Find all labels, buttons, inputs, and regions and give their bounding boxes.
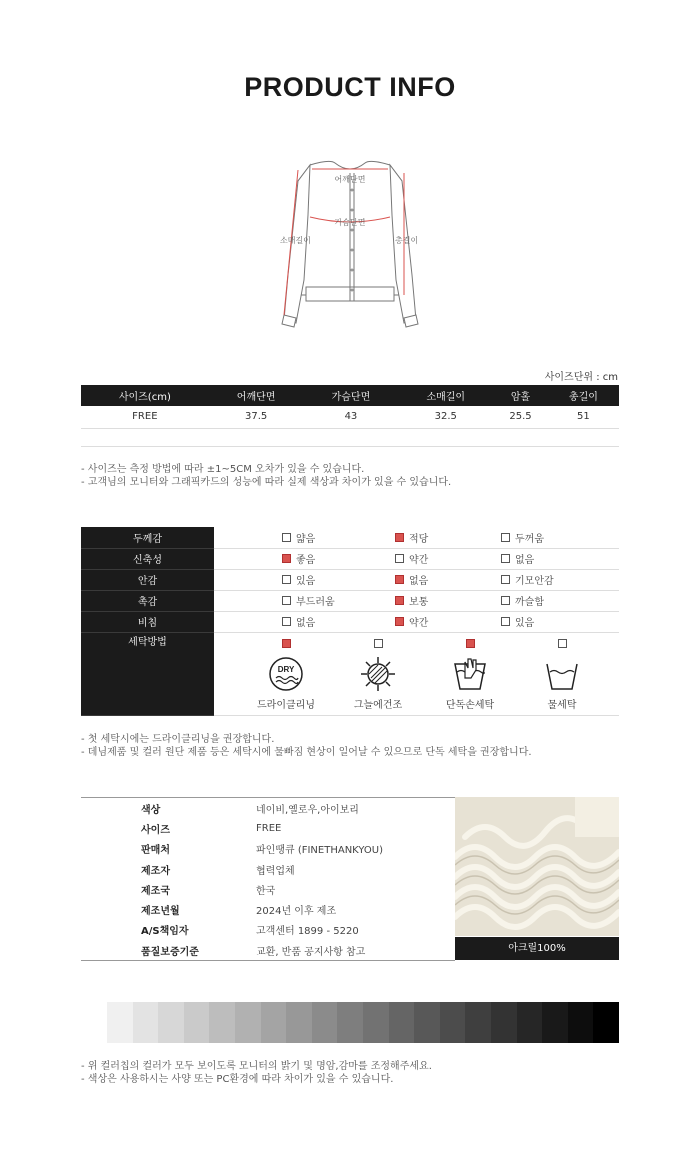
wash-shade-dry bbox=[332, 633, 424, 711]
spec-value: 2024년 이후 제조 bbox=[256, 906, 337, 918]
wash-item-label: 그늘에건조 bbox=[353, 699, 403, 711]
feature-option bbox=[214, 527, 342, 548]
feature-option bbox=[214, 590, 342, 611]
checkbox bbox=[282, 617, 291, 626]
spec-key: 제조자 bbox=[141, 865, 170, 877]
feature-option bbox=[214, 569, 342, 590]
gray-chip bbox=[414, 1002, 440, 1043]
chest-label: 가슴단면 bbox=[334, 218, 366, 227]
wash-label: 세탁방법 bbox=[81, 632, 214, 715]
header-size: 사이즈(cm) bbox=[81, 385, 209, 406]
feature-option bbox=[342, 569, 459, 590]
spec-row bbox=[81, 798, 455, 818]
feature-option bbox=[342, 590, 459, 611]
spec-key: A/S책임자 bbox=[141, 926, 189, 938]
option bbox=[501, 614, 534, 629]
option bbox=[282, 593, 335, 608]
wash-hand-wash bbox=[424, 633, 516, 711]
size-note: - 고객님의 모니터와 그래픽카드의 성능에 따라 실제 색상과 차이가 있을 수 있습니다. bbox=[81, 477, 452, 488]
header-shoulder: 어깨단면 bbox=[209, 385, 304, 406]
dry-text: DRY bbox=[277, 664, 295, 674]
sleeve-label: 소매길이 bbox=[280, 236, 311, 245]
shade-dry-icon bbox=[360, 656, 396, 692]
option-label: 없음 bbox=[296, 618, 316, 629]
gray-chip bbox=[133, 1002, 159, 1043]
spec-value: 네이비,옐로우,아이보리 bbox=[256, 804, 359, 816]
option bbox=[501, 551, 534, 566]
feature-label: 신축성 bbox=[81, 548, 214, 569]
size-unit: 사이즈단위 : cm bbox=[544, 372, 618, 383]
option-label: 없음 bbox=[409, 576, 429, 587]
size-table bbox=[81, 385, 619, 429]
cell-sleeve: 32.5 bbox=[398, 406, 493, 428]
spec-value: 한국 bbox=[256, 885, 276, 897]
wash-note: - 첫 세탁시에는 드라이클리닝을 권장합니다. bbox=[81, 734, 275, 745]
wash-notes bbox=[81, 733, 532, 759]
feature-option bbox=[342, 548, 459, 569]
spec-row bbox=[81, 899, 455, 919]
checkbox bbox=[374, 639, 383, 648]
option bbox=[282, 572, 315, 587]
gray-chip bbox=[312, 1002, 338, 1043]
checkbox bbox=[282, 533, 291, 542]
option bbox=[501, 530, 544, 545]
checkbox bbox=[466, 639, 475, 648]
option bbox=[501, 593, 544, 608]
spec-row bbox=[81, 839, 455, 859]
size-table-empty-row bbox=[81, 427, 619, 447]
checkbox bbox=[558, 639, 567, 648]
size-notes bbox=[81, 463, 451, 489]
spec-key: 품질보증기준 bbox=[141, 946, 199, 958]
gray-chip bbox=[389, 1002, 415, 1043]
checkbox bbox=[282, 554, 291, 563]
feature-option bbox=[459, 569, 619, 590]
gray-chip bbox=[465, 1002, 491, 1043]
checkbox bbox=[395, 533, 404, 542]
size-table-header bbox=[81, 385, 619, 406]
option bbox=[282, 614, 315, 629]
feature-option bbox=[214, 611, 342, 632]
gray-chip bbox=[107, 1002, 133, 1043]
option-label: 두꺼움 bbox=[515, 533, 544, 545]
option-label: 약간 bbox=[409, 618, 429, 629]
feature-option bbox=[459, 611, 619, 632]
gray-chip bbox=[261, 1002, 287, 1043]
feature-option bbox=[459, 527, 619, 548]
spec-value: FREE bbox=[256, 822, 282, 834]
gray-scale-chart bbox=[107, 1002, 619, 1043]
wash-options bbox=[214, 632, 619, 715]
length-label: 총길이 bbox=[395, 236, 419, 245]
color-note: - 색상은 사용하시는 사양 또는 PC환경에 따라 차이가 있을 수 있습니다. bbox=[81, 1074, 394, 1085]
product-spec bbox=[81, 797, 455, 961]
cell-armhole: 25.5 bbox=[493, 406, 548, 428]
feature-row bbox=[81, 590, 619, 611]
spec-value: 고객센터 1899 - 5220 bbox=[256, 926, 359, 938]
wash-water bbox=[516, 633, 608, 711]
gray-chip bbox=[517, 1002, 543, 1043]
checkbox bbox=[501, 533, 510, 542]
wash-dry-clean bbox=[240, 633, 332, 711]
fabric-photo bbox=[455, 797, 619, 936]
feature-label: 두께감 bbox=[81, 527, 214, 548]
gray-chip bbox=[209, 1002, 235, 1043]
feature-label: 비침 bbox=[81, 611, 214, 632]
feature-row bbox=[81, 548, 619, 569]
option-label: 있음 bbox=[296, 576, 316, 587]
option-label: 없음 bbox=[515, 555, 535, 566]
feature-label: 안감 bbox=[81, 569, 214, 590]
feature-table bbox=[81, 527, 619, 716]
spec-value: 교환, 반품 공지사항 참고 bbox=[256, 946, 366, 958]
header-sleeve: 소매길이 bbox=[398, 385, 493, 406]
cardigan-diagram bbox=[270, 155, 430, 340]
spec-key: 사이즈 bbox=[141, 824, 170, 836]
option-label: 보통 bbox=[409, 597, 429, 608]
checkbox bbox=[282, 596, 291, 605]
spec-value: 협력업체 bbox=[256, 865, 295, 877]
checkbox bbox=[501, 617, 510, 626]
cell-chest: 43 bbox=[304, 406, 399, 428]
checkbox bbox=[395, 617, 404, 626]
feature-option bbox=[342, 527, 459, 548]
gray-chip bbox=[593, 1002, 619, 1043]
option bbox=[395, 530, 428, 545]
spec-key: 제조년월 bbox=[141, 906, 180, 918]
page-title: PRODUCT INFO bbox=[244, 72, 456, 102]
feature-option bbox=[459, 590, 619, 611]
option-label: 좋음 bbox=[296, 555, 316, 566]
shoulder-label: 어깨단면 bbox=[334, 175, 366, 184]
gray-chip bbox=[158, 1002, 184, 1043]
wash-item-label: 단독손세탁 bbox=[445, 699, 495, 711]
feature-option bbox=[459, 548, 619, 569]
option bbox=[395, 551, 428, 566]
option bbox=[395, 572, 428, 587]
gray-chip bbox=[184, 1002, 210, 1043]
option-label: 부드러움 bbox=[296, 597, 335, 608]
color-notes bbox=[81, 1060, 432, 1086]
option-label: 적당 bbox=[409, 533, 429, 545]
spec-row bbox=[81, 879, 455, 899]
wash-item-label: 물세탁 bbox=[547, 699, 577, 711]
spec-row bbox=[81, 920, 455, 940]
spec-key: 제조국 bbox=[141, 885, 170, 897]
checkbox bbox=[501, 596, 510, 605]
checkbox bbox=[282, 575, 291, 584]
gray-chip bbox=[286, 1002, 312, 1043]
gray-chip bbox=[568, 1002, 594, 1043]
header-length: 총길이 bbox=[548, 385, 619, 406]
gray-chip bbox=[440, 1002, 466, 1043]
checkbox bbox=[395, 554, 404, 563]
spec-key: 색상 bbox=[141, 804, 161, 816]
hand-wash-icon bbox=[452, 656, 488, 692]
wash-item-label: 드라이클리닝 bbox=[257, 699, 315, 711]
feature-option bbox=[342, 611, 459, 632]
cell-length: 51 bbox=[548, 406, 619, 428]
option-label: 까슬함 bbox=[515, 597, 544, 608]
water-wash-icon bbox=[544, 656, 580, 692]
gray-chip bbox=[491, 1002, 517, 1043]
option bbox=[395, 614, 428, 629]
wash-row bbox=[81, 632, 619, 715]
table-row bbox=[81, 406, 619, 428]
spec-row bbox=[81, 818, 455, 838]
spec-row bbox=[81, 859, 455, 879]
feature-row bbox=[81, 611, 619, 632]
wash-note: - 데님제품 및 컬러 원단 제품 등은 세탁시에 물빠짐 현상이 일어날 수 있으므로 단독 세탁을 권장합니다. bbox=[81, 747, 532, 758]
feature-option bbox=[214, 548, 342, 569]
cell-size: FREE bbox=[81, 406, 209, 428]
checkbox bbox=[501, 554, 510, 563]
gray-chip bbox=[363, 1002, 389, 1043]
checkbox bbox=[282, 639, 291, 648]
option bbox=[395, 593, 428, 608]
header-armhole: 암홀 bbox=[493, 385, 548, 406]
gray-chip bbox=[542, 1002, 568, 1043]
spec-row bbox=[81, 940, 455, 960]
checkbox bbox=[395, 575, 404, 584]
checkbox bbox=[501, 575, 510, 584]
header-chest: 가슴단면 bbox=[304, 385, 399, 406]
spec-key: 판매처 bbox=[141, 845, 170, 857]
size-note: - 사이즈는 측정 방법에 따라 ±1~5CM 오차가 있을 수 있습니다. bbox=[81, 464, 365, 475]
cell-shoulder: 37.5 bbox=[209, 406, 304, 428]
option bbox=[282, 530, 315, 545]
checkbox bbox=[395, 596, 404, 605]
feature-row bbox=[81, 569, 619, 590]
gray-chip bbox=[235, 1002, 261, 1043]
option bbox=[501, 572, 554, 587]
spec-value: 파인땡큐 (FINETHANKYOU) bbox=[256, 845, 384, 857]
option-label: 얇음 bbox=[296, 533, 316, 545]
feature-label: 촉감 bbox=[81, 590, 214, 611]
gray-chip bbox=[337, 1002, 363, 1043]
dry-clean-icon bbox=[268, 656, 304, 692]
material-badge: 아크릴100% bbox=[455, 937, 619, 960]
option-label: 있음 bbox=[515, 618, 535, 629]
feature-row bbox=[81, 527, 619, 548]
color-note: - 위 컬러칩의 컬러가 모두 보이도록 모니터의 밝기 및 명암,감마를 조정해주세요. bbox=[81, 1061, 432, 1072]
option-label: 약간 bbox=[409, 555, 429, 566]
option-label: 기모안감 bbox=[515, 576, 554, 587]
option bbox=[282, 551, 315, 566]
